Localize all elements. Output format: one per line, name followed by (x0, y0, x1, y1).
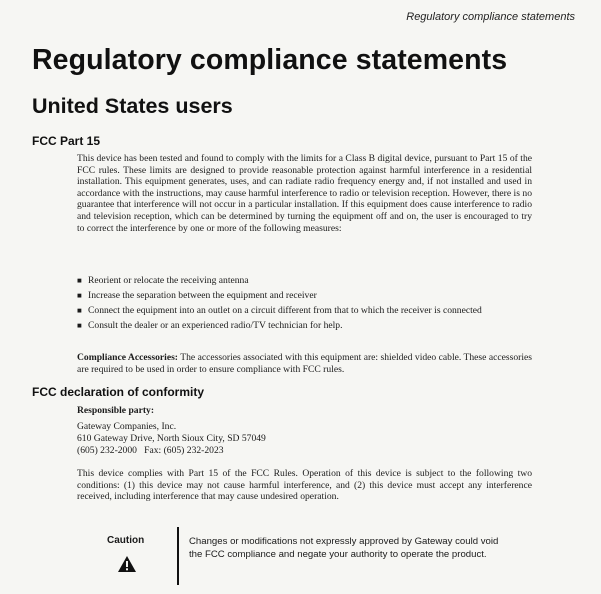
bullet-icon: ■ (77, 291, 82, 300)
address-line: Gateway Companies, Inc. (77, 421, 177, 432)
measure-text: Connect the equipment into an outlet on a circuit different from that to which the receiver is connected (88, 305, 482, 316)
address-line: 610 Gateway Drive, North Sioux City, SD 57049 (77, 432, 266, 444)
list-item (77, 290, 535, 301)
caution-label: Caution (107, 535, 145, 546)
measure-text: Consult the dealer or an experienced radio/TV technician for help. (88, 320, 343, 331)
bullet-icon: ■ (77, 321, 82, 330)
measure-text: Reorient or relocate the receiving antenna (88, 275, 249, 286)
compliance-accessories (77, 352, 532, 375)
fcc-part15-heading: FCC Part 15 (32, 134, 101, 148)
measure-text: Increase the separation between the equipment and receiver (88, 290, 317, 301)
caution-text: Changes or modifications not expressly approved by Gateway could void the FCC compliance and negate your authority to operate the product. (189, 536, 499, 560)
bullet-icon: ■ (77, 276, 82, 285)
fcc-part15-paragraph: This device has been tested and found to comply with the limits for a Class B digital device, pursuant to Part 15 of the FCC rules. These limits are designed to provide reasonable protection against harmful interference in a residential installation. This equipment generates, uses, and can radiate radio frequency energy and, if not installed and used in accordance with the instructions, may cause harmful interference to radio or television reception. However, there is no guarantee that interference will not occur in a particular installation. If this equipment does cause interference to radio and television reception, which can be determined by turning the equipment off and on, the user is encouraged to try to correct the interference by one or more of the following measures: (77, 153, 532, 234)
warning-triangle-icon (117, 555, 137, 573)
responsible-party-label: Responsible party: (77, 405, 155, 416)
list-item (77, 320, 535, 331)
compliance-lead: Compliance Accessories: (77, 352, 179, 363)
list-item (77, 275, 535, 286)
measures-list (77, 275, 535, 335)
running-header: Regulatory compliance statements (406, 11, 575, 23)
page-title: Regulatory compliance statements (32, 44, 508, 76)
fcc-declaration-heading: FCC declaration of conformity (32, 385, 205, 399)
address-block (77, 421, 266, 456)
address-line: (605) 232-2000 Fax: (605) 232-2023 (77, 444, 224, 456)
declaration-paragraph: This device complies with Part 15 of the FCC Rules. Operation of this device is subject to the following two conditions: (1) this device may not cause harmful interference, and (2) this device must accept any interference received, including interference that may cause undesired operation. (77, 468, 532, 503)
bullet-icon: ■ (77, 306, 82, 315)
compliance-text: The accessories associated with this equipment are: shielded video cable. These accessories are required to be used in order to ensure compliance with FCC rules. (77, 352, 532, 375)
section-title: United States users (32, 94, 233, 118)
caution-divider (177, 527, 179, 585)
list-item (77, 305, 535, 316)
